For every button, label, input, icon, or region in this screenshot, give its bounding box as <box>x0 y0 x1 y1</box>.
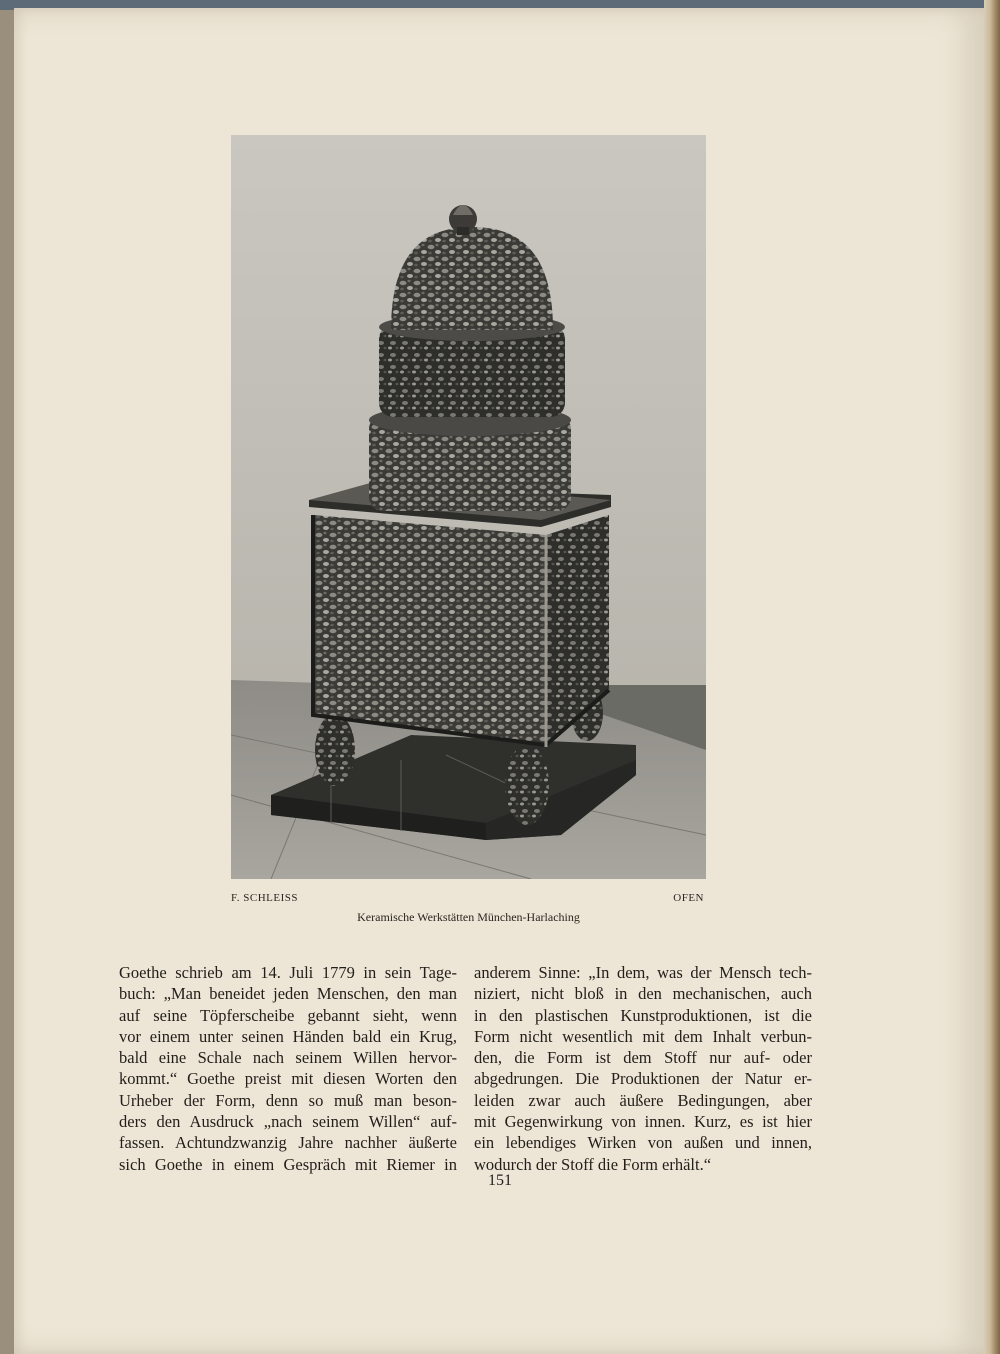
text-line: sich Goethe in einem Gespräch mit Riemer in <box>119 1154 457 1174</box>
text-line: buch: „Man beneidet jeden Menschen, den man <box>119 984 457 1004</box>
text-line: Goethe schrieb am 14. Juli 1779 in sein Tage- <box>119 963 457 982</box>
text-line: anderem Sinne: „In dem, was der Mensch tech- <box>474 963 812 982</box>
text-line: mit Gegenwirkung von innen. Kurz, es ist hier <box>474 1112 812 1132</box>
figure-workshop-caption: Keramische Werkstätten München-Harlaching <box>357 910 580 924</box>
text-column-left <box>119 962 457 1175</box>
text-column-right <box>474 962 812 1175</box>
text-line: fassen. Achtundzwanzig Jahre nachher äußerte <box>119 1133 457 1153</box>
stove-photograph <box>231 135 706 879</box>
page-edge <box>984 0 1000 1354</box>
figure-artist-caption: F. SCHLEISS <box>231 892 298 904</box>
text-line: Form nicht wesentlich mit dem Inhalt verbun- <box>474 1026 812 1046</box>
page-number: 151 <box>488 1172 512 1189</box>
text-line: bald eine Schale nach seinem Willen hervor- <box>119 1048 457 1068</box>
text-line: abgedrungen. Die Produktionen der Natur er- <box>474 1069 812 1089</box>
text-line: auf seine Töpferscheibe gebannt sieht, wenn <box>119 1005 457 1025</box>
text-line: kommt.“ Goethe preist mit diesen Worten den <box>119 1069 457 1089</box>
text-line: niziert, nicht bloß in den mechanischen, auch <box>474 984 812 1004</box>
text-line: den, die Form ist dem Stoff nur auf- oder <box>474 1048 812 1068</box>
figure-object-caption: OFEN <box>673 892 704 904</box>
text-line: ein lebendiges Wirken von außen und innen, <box>474 1133 812 1153</box>
text-line: leiden zwar auch äußere Bedingungen, aber <box>474 1090 812 1110</box>
text-line: in den plastischen Kunstproduktionen, ist die <box>474 1005 812 1025</box>
text-line: Urheber der Form, denn so muß man beson- <box>119 1090 457 1110</box>
text-line: vor einem unter seinen Händen bald ein Krug, <box>119 1026 457 1046</box>
text-line: wodurch der Stoff die Form erhält.“ <box>474 1154 712 1174</box>
text-line: ders den Ausdruck „nach seinem Willen“ auf- <box>119 1112 457 1132</box>
